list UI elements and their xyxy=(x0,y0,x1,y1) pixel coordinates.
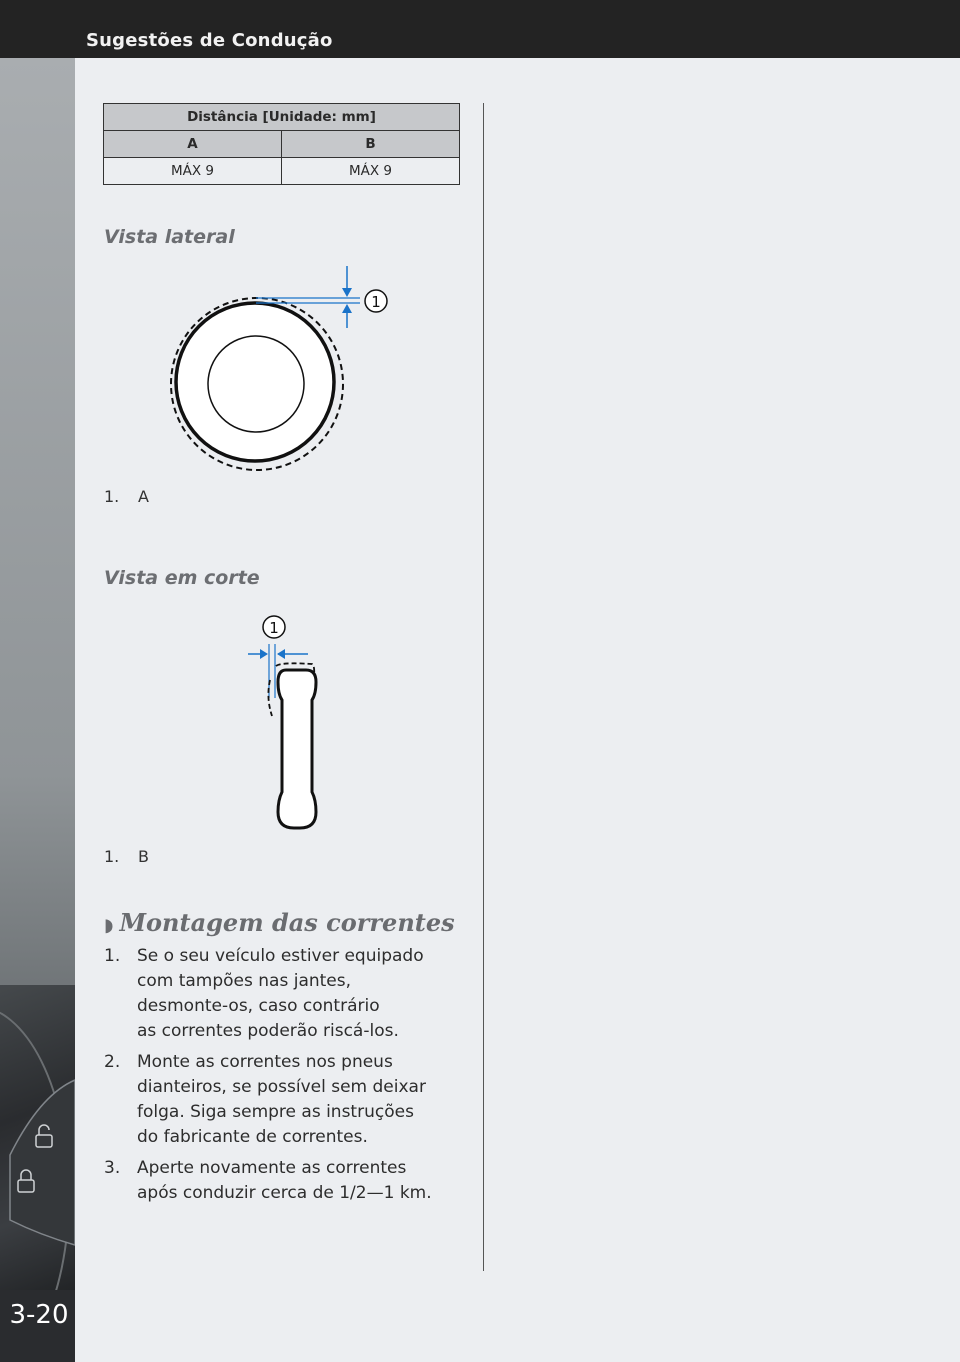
table-cell-a: MÁX 9 xyxy=(104,158,282,185)
section-view-diagram xyxy=(236,608,376,838)
table-header-a: A xyxy=(104,131,282,158)
distance-table xyxy=(103,103,460,185)
side-view-heading: Vista lateral xyxy=(104,226,235,248)
section-view-heading: Vista em corte xyxy=(104,567,260,589)
table-header-b: B xyxy=(281,131,459,158)
table-cell-b: MÁX 9 xyxy=(281,158,459,185)
side-view-caption: 1. A xyxy=(104,487,149,506)
page-number: 3-20 xyxy=(9,1300,69,1330)
column-divider xyxy=(483,103,484,1271)
door-lock-icons xyxy=(0,985,75,1305)
table-title: Distância [Unidade: mm] xyxy=(104,104,460,131)
section-marker-icon: ◗ xyxy=(104,915,114,936)
list-item: 1. Se o seu veículo estiver equipado com tampões nas jantes, desmonte-os, caso contrário as correntes poderão riscá-los. xyxy=(104,946,424,1041)
page-header xyxy=(0,0,960,58)
section-title: ◗ Montagem das correntes xyxy=(104,908,455,937)
section-view-caption: 1. B xyxy=(104,847,149,866)
callout-number: 1 xyxy=(269,619,279,637)
header-title: Sugestões de Condução xyxy=(86,30,333,51)
callout-number: 1 xyxy=(371,293,381,311)
list-item: 3. Aperte novamente as correntes após conduzir cerca de 1/2—1 km. xyxy=(104,1158,432,1203)
tire-section xyxy=(278,670,316,828)
steps-list xyxy=(104,944,474,1212)
list-item: 2. Monte as correntes nos pneus dianteiros, se possível sem deixar folga. Siga sempre as instruções do fabricante de correntes. xyxy=(104,1052,426,1147)
door-panel-image xyxy=(0,985,75,1305)
rim-outline xyxy=(208,336,304,432)
side-view-diagram xyxy=(160,260,460,480)
